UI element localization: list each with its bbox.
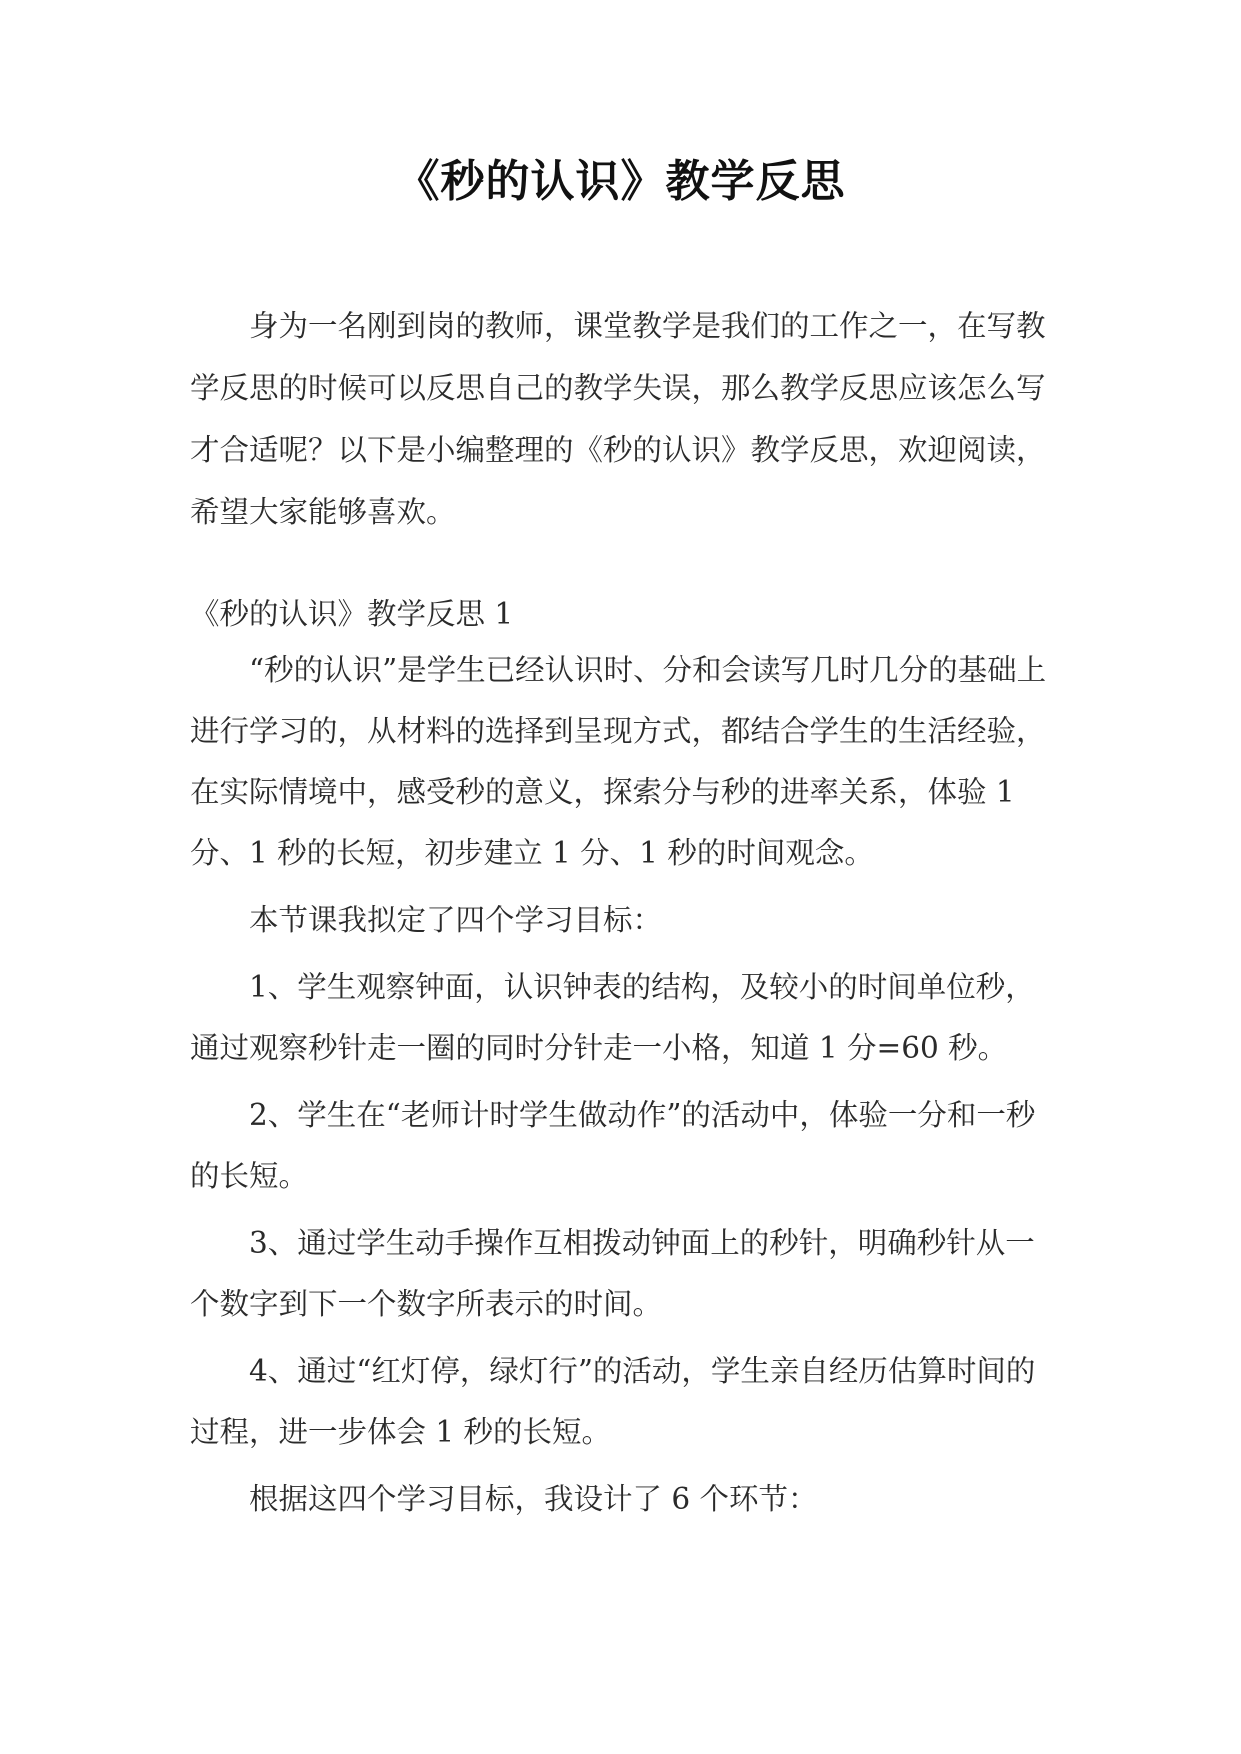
document-title: 《秒的认识》教学反思 — [395, 156, 846, 207]
paragraph: 2、学生在“老师计时学生做动作”的活动中，体验一分和一秒的长短。 — [190, 1098, 1036, 1193]
intro-paragraph: 身为一名刚到岗的教师，课堂教学是我们的工作之一，在写教学反思的时候可以反思自己的教学失误，那么教学反思应该怎么写才合适呢？以下是小编整理的《秒的认识》教学反思，欢迎阅读，希望大家能够喜欢。 — [190, 309, 1046, 529]
paragraph: “秒的认识”是学生已经认识时、分和会读写几时几分的基础上进行学习的，从材料的选择到呈现方式，都结合学生的生活经验，在实际情境中，感受秒的意义，探索分与秒的进率关系，体验 1 分、1 秒的长短，初步建立 1 分、1 秒的时间观念。 — [190, 653, 1047, 870]
paragraph: 根据这四个学习目标，我设计了 6 个环节： — [249, 1482, 818, 1516]
section-body — [190, 640, 1056, 1536]
section-heading: 《秒的认识》教学反思 1 — [190, 597, 514, 631]
paragraph: 本节课我拟定了四个学习目标： — [249, 903, 663, 937]
paragraph: 1、学生观察钟面，认识钟表的结构，及较小的时间单位秒，通过观察秒针走一圈的同时分针走一小格，知道 1 分=60 秒。 — [190, 970, 1035, 1065]
paragraph: 4、通过“红灯停，绿灯行”的活动，学生亲自经历估算时间的过程，进一步体会 1 秒的长短。 — [190, 1354, 1036, 1449]
paragraph: 3、通过学生动手操作互相拨动钟面上的秒针，明确秒针从一个数字到下一个数字所表示的时间。 — [190, 1226, 1035, 1321]
